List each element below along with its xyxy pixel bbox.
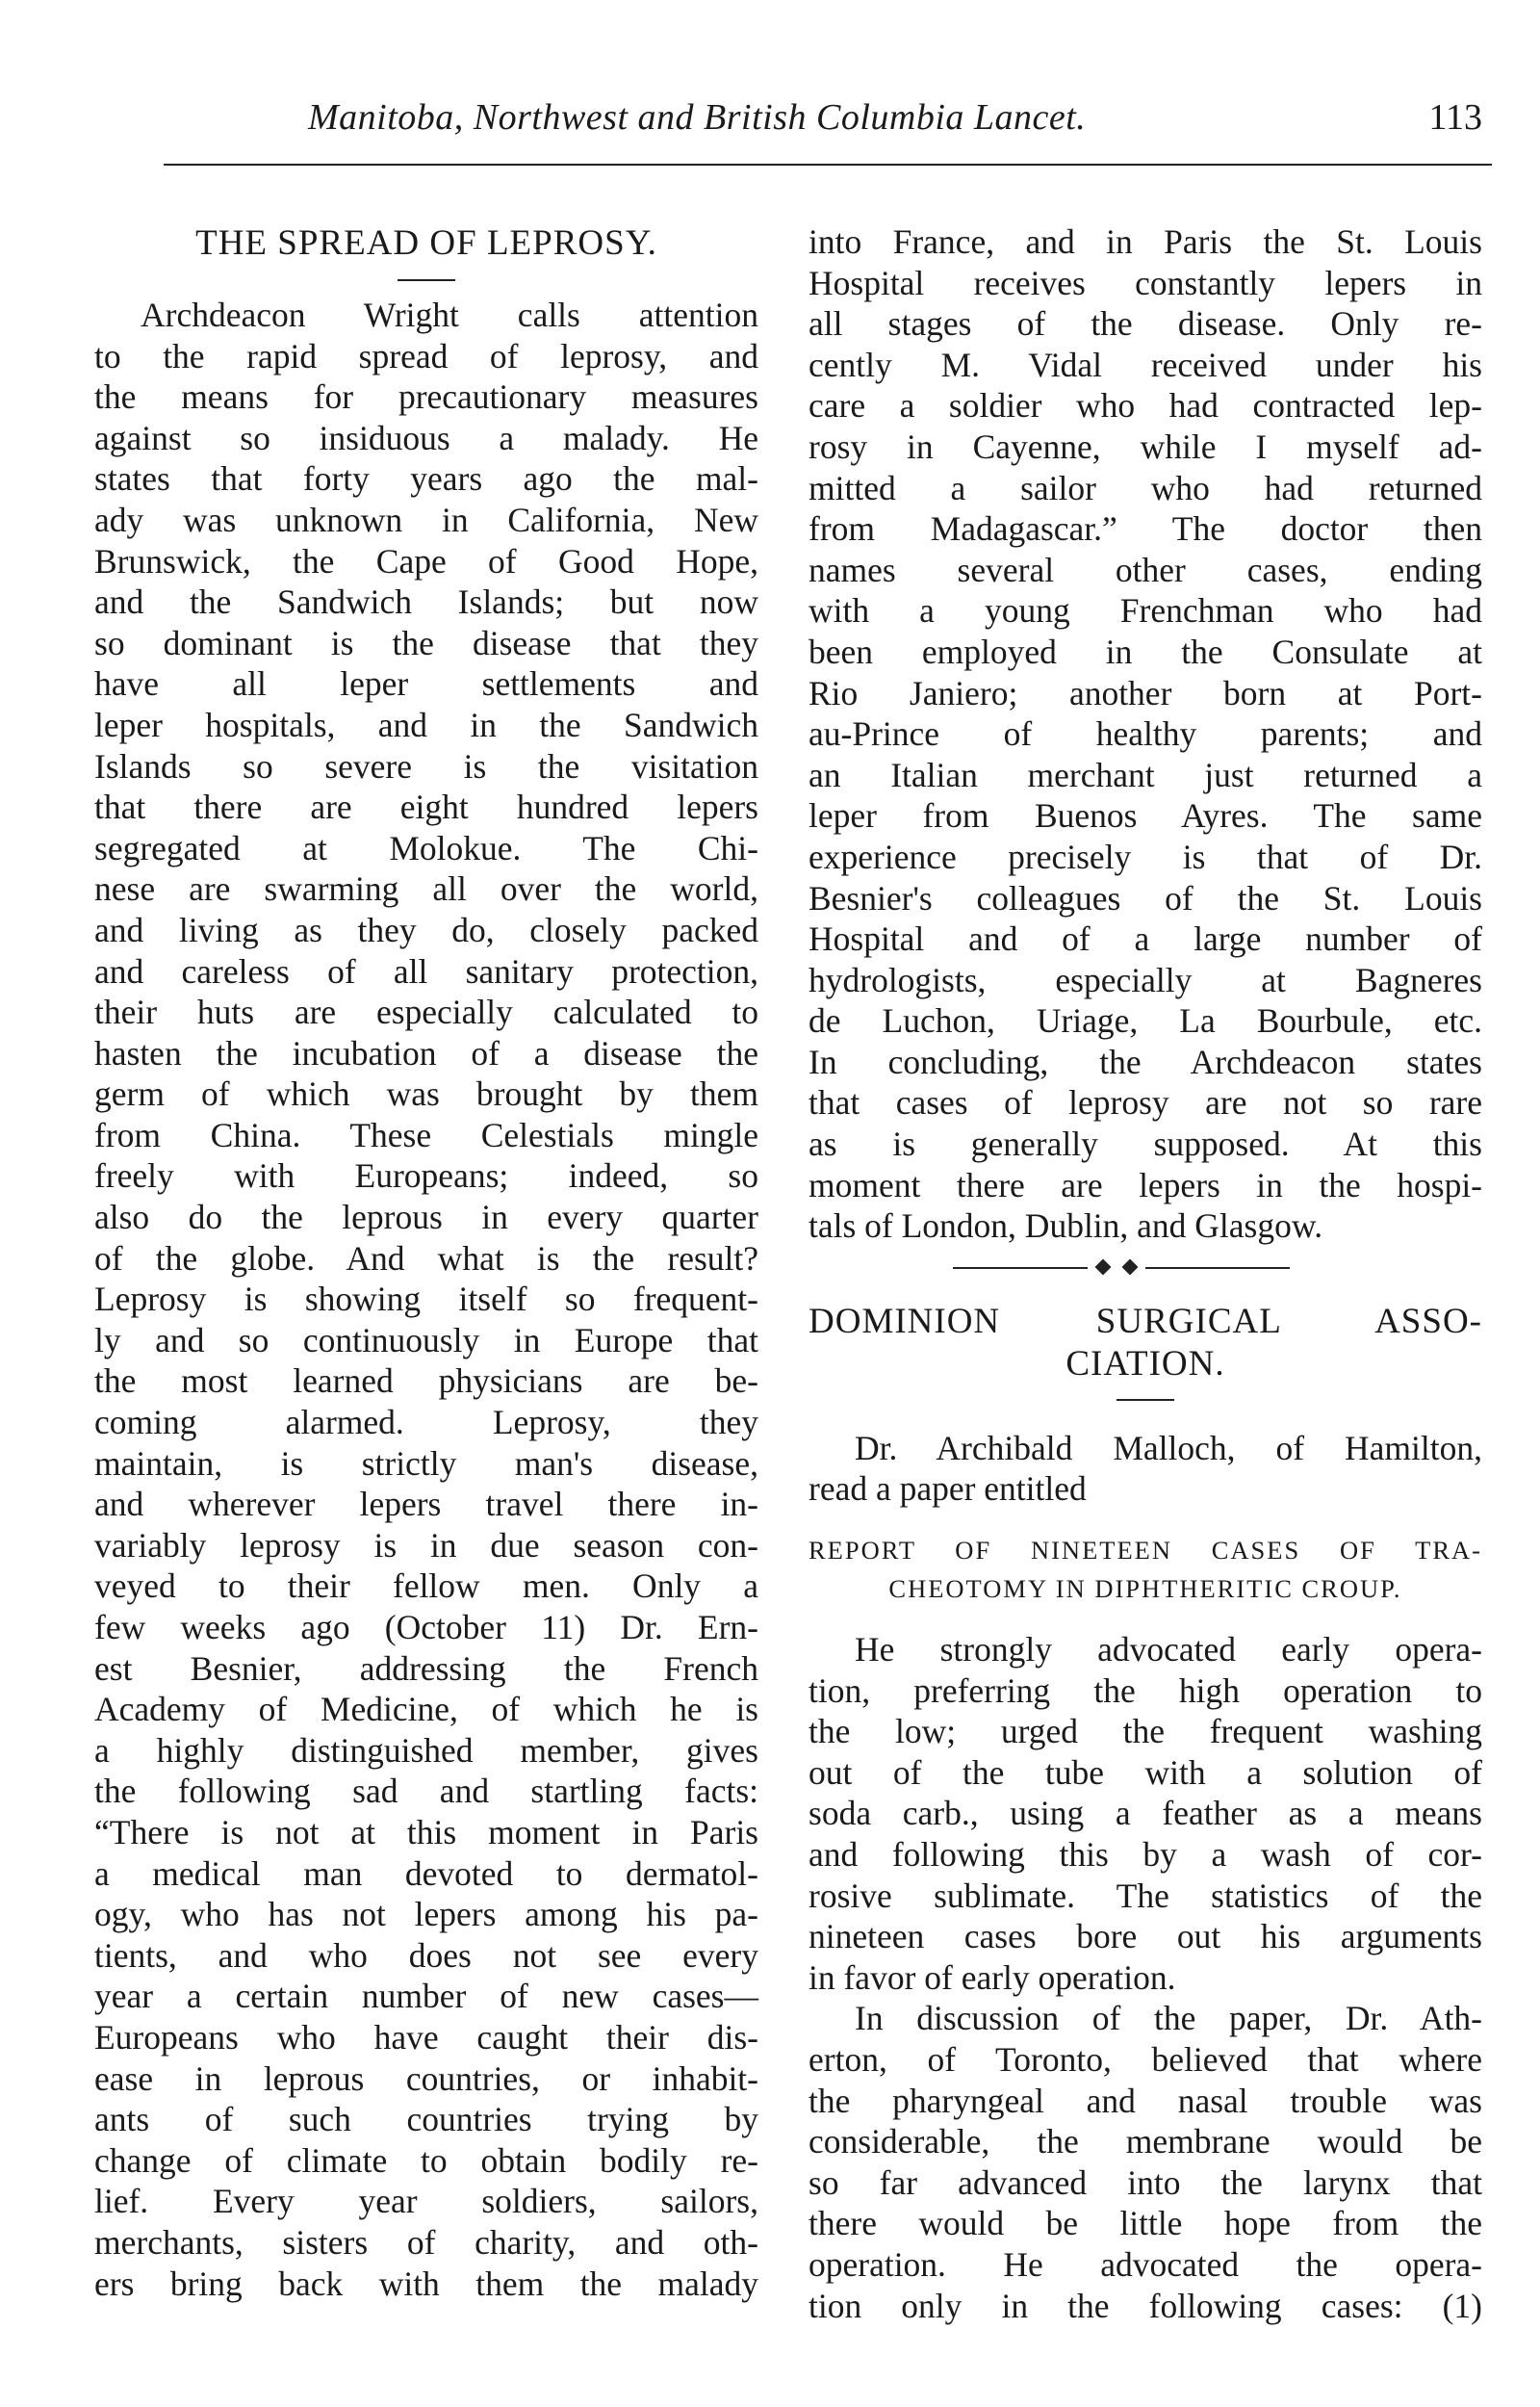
title-dash (398, 279, 455, 281)
text-line: rosive sublimate. The statistics of the (808, 1876, 1482, 1915)
text-line: into France, and in Paris the St. Louis (808, 222, 1482, 261)
text-line: segregated at Molokue. The Chi- (94, 828, 758, 867)
text-line: as is generally supposed. At this (808, 1125, 1482, 1164)
text-line: considerable, the membrane would be (808, 2122, 1482, 2161)
text-line: merchants, sisters of charity, and oth- (94, 2222, 758, 2262)
text-line: maintain, is strictly man's disease, (94, 1443, 758, 1483)
text-line: ers bring back with them the malady (94, 2264, 758, 2303)
text-line: In discussion of the paper, Dr. Ath- (855, 1999, 1482, 2038)
text-line: ogy, who has not lepers among his pa- (94, 1895, 758, 1934)
text-line: rosy in Cayenne, while I myself ad- (808, 427, 1482, 466)
left-column (94, 221, 758, 2304)
text-line: of the globe. And what is the result? (94, 1238, 758, 1278)
text-line: cently M. Vidal received under his (808, 345, 1482, 384)
subtitle-line: CHEOTOMY IN DIPHTHERITIC CROUP. (888, 1574, 1402, 1604)
text-line: their huts are especially calculated to (94, 993, 758, 1032)
title-line: CIATION. (1065, 1343, 1225, 1384)
text-line: leper from Buenos Ayres. The same (808, 796, 1482, 836)
text-line: an Italian merchant just returned a (808, 755, 1482, 794)
text-line: Leprosy is showing itself so frequent- (94, 1280, 758, 1319)
text-line: few weeks ago (October 11) Dr. Ern- (94, 1608, 758, 1646)
text-line: hasten the incubation of a disease the (94, 1033, 758, 1073)
text-line: and the Sandwich Islands; but now (94, 582, 758, 622)
paper-subtitle (808, 1531, 1482, 1608)
text-line: and wherever lepers travel there in- (94, 1485, 758, 1524)
text-line: and living as they do, closely packed (94, 910, 758, 949)
text-line: soda carb., using a feather as a means (808, 1794, 1482, 1833)
text-line: from China. These Celestials mingle (94, 1115, 758, 1154)
text-line: coming alarmed. Leprosy, they (94, 1403, 758, 1442)
ornament-diamond (1095, 1258, 1112, 1275)
text-line: veyed to their fellow men. Only a (94, 1566, 758, 1606)
text-line: care a soldier who had contracted lep- (808, 386, 1482, 426)
text-line: nineteen cases bore out his arguments (808, 1917, 1482, 1956)
text-line: Rio Janiero; another born at Port- (808, 673, 1482, 712)
text-line: names several other cases, ending (808, 550, 1482, 589)
text-line: states that forty years ago the mal- (94, 459, 758, 499)
text-line: lief. Every year soldiers, sailors, (94, 2182, 758, 2221)
text-line: year a certain number of new cases— (94, 1977, 758, 2016)
title-dash (1116, 1399, 1174, 1401)
text-line: Dr. Archibald Malloch, of Hamilton, (855, 1428, 1482, 1467)
text-line: also do the leprous in every quarter (94, 1198, 758, 1237)
text-line: tion, preferring the high operation to (808, 1670, 1482, 1710)
text-line: read a paper entitled (808, 1469, 1087, 1509)
text-line: a highly distinguished member, gives (94, 1730, 758, 1770)
text-line: to the rapid spread of leprosy, and (94, 336, 758, 375)
paragraph-discussion (808, 1998, 1482, 2326)
ornament-line-left (953, 1267, 1088, 1269)
article-title-leprosy: THE SPREAD OF LEPROSY. (195, 223, 657, 263)
text-line: Europeans who have caught their dis- (94, 2017, 758, 2057)
text-line: so far advanced into the larynx that (808, 2162, 1482, 2202)
right-column (808, 221, 1482, 2326)
page-number: 113 (1428, 97, 1482, 138)
text-line: Islands so severe is the visitation (94, 746, 758, 786)
text-line: “There is not at this moment in Paris (94, 1812, 758, 1851)
header-rule (164, 164, 1492, 166)
text-line: and following this by a wash of cor- (808, 1835, 1482, 1874)
text-line: germ of which was brought by them (94, 1074, 758, 1114)
text-line: ly and so continuously in Europe that (94, 1320, 758, 1359)
text-line: mitted a sailor who had returned (808, 468, 1482, 507)
text-line: the low; urged the frequent washing (808, 1712, 1482, 1751)
text-line: operation. He advocated the opera- (808, 2244, 1482, 2284)
text-line: with a young Frenchman who had (808, 591, 1482, 631)
text-line: Brunswick, the Cape of Good Hope, (94, 541, 758, 581)
article-intro (808, 1428, 1482, 1510)
text-line: Hospital and of a large number of (808, 919, 1482, 959)
text-line: tals of London, Dublin, and Glasgow. (808, 1206, 1323, 1246)
title-line: DOMINION SURGICAL ASSO- (808, 1301, 1482, 1341)
text-line: and careless of all sanitary protection, (94, 951, 758, 991)
text-line: In concluding, the Archdeacon states (808, 1042, 1482, 1081)
text-line: that cases of leprosy are not so rare (808, 1083, 1482, 1123)
text-line: have all leper settlements and (94, 664, 758, 704)
text-line: change of climate to obtain bodily re- (94, 2140, 758, 2180)
text-line: Hospital receives constantly lepers in (808, 263, 1482, 302)
text-line: that there are eight hundred lepers (94, 788, 758, 827)
text-line: so dominant is the disease that they (94, 623, 758, 662)
text-line: Academy of Medicine, of which he is (94, 1690, 758, 1729)
text-line: ants of such countries trying by (94, 2100, 758, 2139)
text-line: all stages of the disease. Only re- (808, 304, 1482, 344)
text-line: tients, and who does not see every (94, 1935, 758, 1975)
text-line: moment there are lepers in the hospi- (808, 1165, 1482, 1204)
text-line: experience precisely is that of Dr. (808, 837, 1482, 876)
text-line: est Besnier, addressing the French (94, 1648, 758, 1688)
text-line: been employed in the Consulate at (808, 632, 1482, 671)
running-head (289, 96, 1482, 154)
text-line: ady was unknown in California, New (94, 500, 758, 539)
text-line: out of the tube with a solution of (808, 1752, 1482, 1792)
ornament-diamond (1122, 1258, 1139, 1275)
text-line: the most learned physicians are be- (94, 1361, 758, 1401)
text-line: variably leprosy is in due season con- (94, 1525, 758, 1565)
text-line: against so insiduous a malady. He (94, 418, 758, 457)
text-line: tion only in the following cases: (1) (808, 2286, 1482, 2325)
subtitle-line: REPORT OF NINETEEN CASES OF TRA- (808, 1536, 1482, 1566)
text-line: a medical man devoted to dermatol- (94, 1853, 758, 1893)
text-line: the pharyngeal and nasal trouble was (808, 2081, 1482, 2120)
text-line: hydrologists, especially at Bagneres (808, 960, 1482, 999)
text-line: Besnier's colleagues of the St. Louis (808, 878, 1482, 918)
text-line: leper hospitals, and in the Sandwich (94, 705, 758, 744)
text-line: nese are swarming all over the world, (94, 869, 758, 909)
text-line: He strongly advocated early opera- (855, 1630, 1482, 1669)
text-line: from Madagascar.” The doctor then (808, 509, 1482, 549)
text-line: the following sad and startling facts: (94, 1772, 758, 1811)
text-line: Archdeacon Wright calls attention (141, 296, 758, 334)
text-line: ease in leprous countries, or inhabit- (94, 2058, 758, 2098)
text-line: the means for precautionary measures (94, 377, 758, 417)
article-body-leprosy-continued (808, 221, 1482, 1247)
text-line: de Luchon, Uriage, La Bourbule, etc. (808, 1001, 1482, 1041)
article-title-surgical-association (808, 1301, 1482, 1385)
section-ornament (808, 1256, 1482, 1280)
ornament-line-right (1145, 1267, 1290, 1269)
text-line: freely with Europeans; indeed, so (94, 1156, 758, 1196)
paragraph-advocacy (808, 1629, 1482, 1998)
text-line: in favor of early operation. (808, 1957, 1176, 1997)
text-line: au-Prince of healthy parents; and (808, 714, 1482, 754)
text-line: erton, of Toronto, believed that where (808, 2039, 1482, 2079)
journal-title: Manitoba, Northwest and British Columbia Lancet. (308, 97, 1087, 138)
article-body-leprosy (94, 295, 758, 2304)
text-line: there would be little hope from the (808, 2204, 1482, 2243)
